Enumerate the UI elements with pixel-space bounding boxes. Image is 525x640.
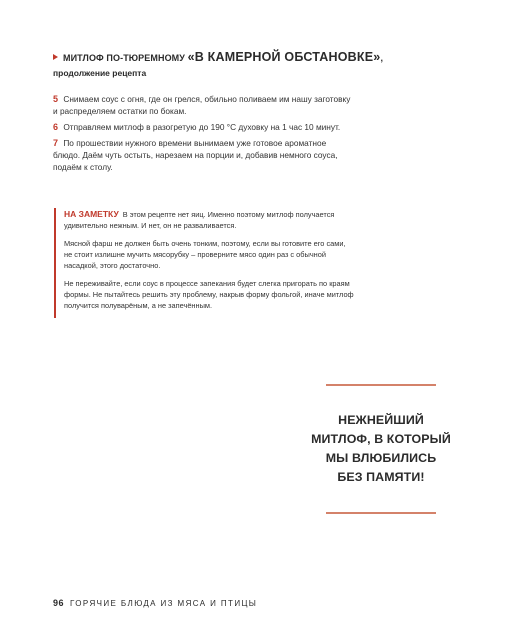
pull-quote-line: НЕЖНЕЙШИЙ [338,413,424,427]
step-text: Отправляем митлоф в разогретую до 190 °С духовку на 1 час 10 минут. [63,122,341,132]
divider-top [326,384,436,386]
tip-paragraph: Мясной фарш не должен быть очень тонким, поэтому, если вы готовите его сами, не стоит излишне мучить мясорубку – проверните мясо один раз с обычной насадкой, этого достаточно. [64,239,346,270]
recipe-title-prefix: МИТЛОФ ПО-ТЮРЕМНОМУ [63,53,185,63]
step-number: 6 [53,122,59,132]
step-number: 5 [53,94,59,104]
step-text: По прошествии нужного времени вынимаем уже готовое ароматное блюдо. Даём чуть остыть, нарезаем на порции и, добавив немного соуса, подаём к столу. [53,138,338,172]
recipe-step [53,93,353,117]
recipe-subtitle: продолжение рецепта [53,68,147,78]
section-title: ГОРЯЧИЕ БЛЮДА ИЗ МЯСА И ПТИЦЫ [70,599,258,608]
pull-quote-line: БЕЗ ПАМЯТИ! [337,470,425,484]
step-text: Снимаем соус с огня, где он грелся, обильно поливаем им нашу заготовку и распределяем остатки по бокам. [53,94,351,116]
recipe-title-suffix: , [380,53,384,63]
tip-text: В этом рецепте нет яиц. Именно поэтому митлоф получается удивительно нежным. И нет, он не разваливается. [64,210,335,230]
divider-bottom [326,512,436,514]
recipe-step [53,121,353,133]
step-number: 7 [53,138,59,148]
tip-label: НА ЗАМЕТКУ [64,209,119,219]
tip-box [54,208,354,318]
pull-quote-line: МИТЛОФ, В КОТОРЫЙ [311,432,451,446]
pull-quote [305,384,457,514]
triangle-marker-icon [53,54,58,60]
recipe-step [53,137,353,173]
pull-quote-text [305,411,457,487]
recipe-steps [53,93,353,177]
recipe-title-quoted: «В КАМЕРНОЙ ОБСТАНОВКЕ» [187,50,381,64]
recipe-title [53,50,473,65]
pull-quote-line: МЫ ВЛЮБИЛИСЬ [325,451,437,465]
tip-paragraph: Не переживайте, если соус в процессе запекания будет слегка пригорать по краям формы. Не пытайтесь решить эту проблему, накрыв форму фольгой, иначе митлоф получится полуварёным, а не запечённым. [64,279,354,310]
tip-paragraph [64,209,354,231]
recipe-heading [53,50,473,79]
page-number: 96 [53,598,65,608]
page-footer [53,598,257,608]
